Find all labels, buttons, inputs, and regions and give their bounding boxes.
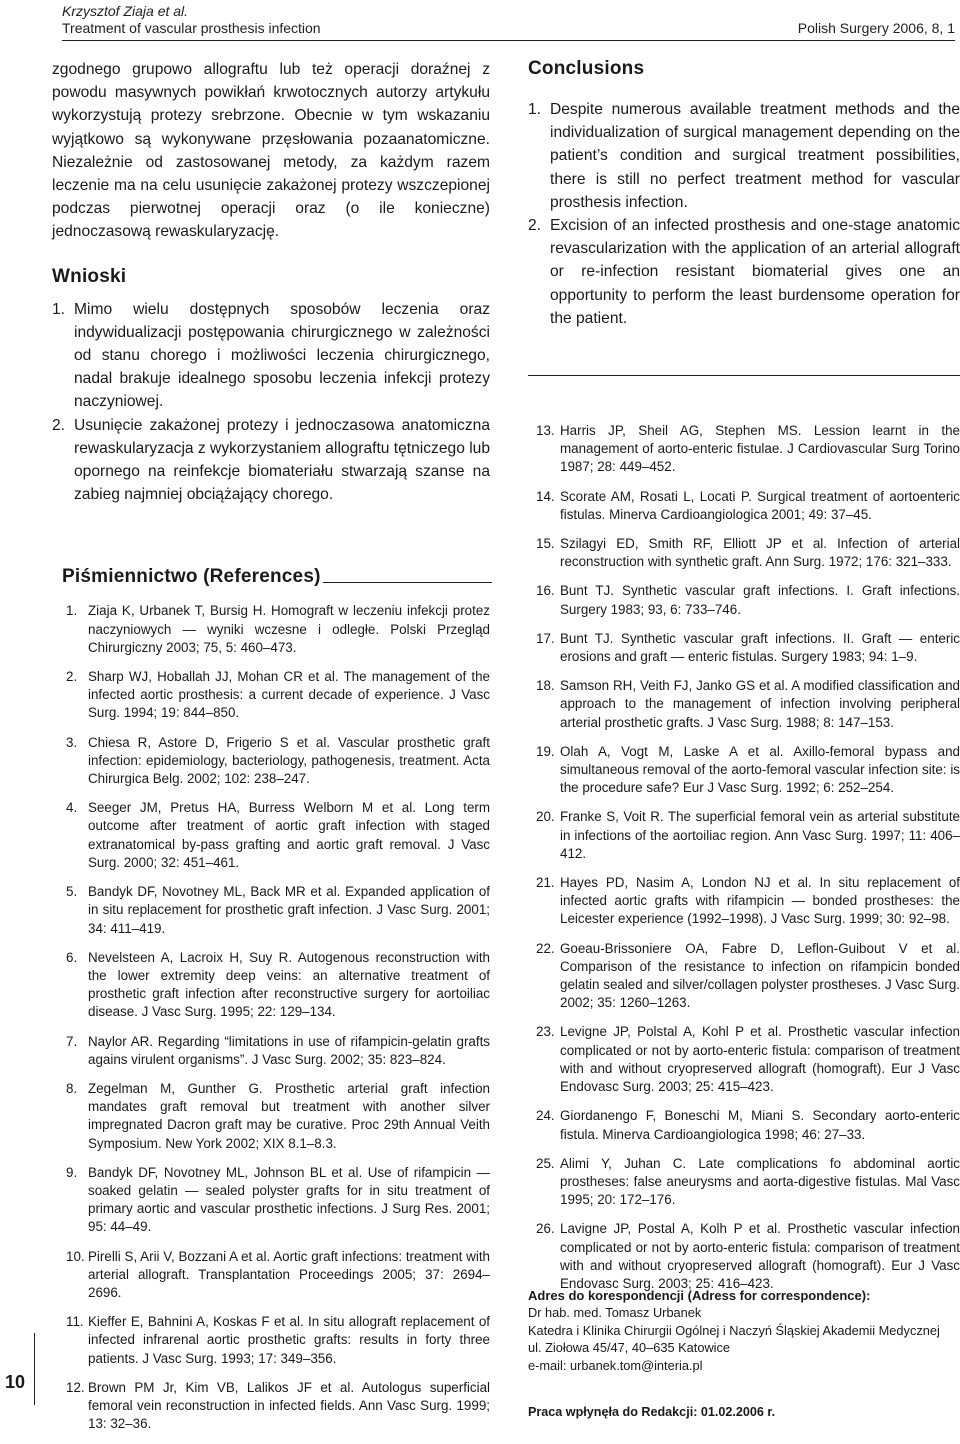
wnioski-item: 2. Usunięcie zakażonej protezy i jednoczasowa anatomiczna rewaskularyzacja z wykorzystaniem allograftu tętniczego lub opornego na reinfekcje biomateriału stwarzają szanse na zabieg najmniej obciążający chorego. — [52, 416, 491, 504]
reference-number: 11. — [66, 1314, 84, 1330]
reference-number: 7. — [66, 1033, 78, 1049]
references-list-right — [528, 422, 960, 1293]
reference-number: 24. — [536, 1108, 555, 1124]
conclusions-item: 1. Despite numerous available treatment methods and the individualization of surgical management depending on the patient’s condition and surgical treatment possibilities, there is still no perfect treatment method for vascular prosthesis infection. — [528, 101, 960, 211]
references-rule — [323, 582, 492, 583]
reference-text: Bunt TJ. Synthetic vascular graft infections. II. Graft — enteric erosions and graft — enteric fistulas. Surgery 1983; 94: 1–9. — [560, 630, 960, 665]
reference-text: Bandyk DF, Novotney ML, Johnson BL et al. Use of rifampicin — soaked gelatin — sealed polyster grafts for in situ treatment of primary aortic and vascular prosthetic infections. J Surg Res. 2001; 95: 44–49. — [88, 1164, 490, 1235]
right-references — [528, 422, 960, 1304]
reference-number: 6. — [66, 949, 78, 965]
reference-number: 4. — [66, 800, 78, 816]
reference-number: 15. — [536, 536, 555, 552]
reference-item — [528, 1155, 960, 1210]
reference-text: Ziaja K, Urbanek T, Bursig H. Homograft w leczeniu infekcji protez naczyniowych — wyniki wczesne i odległe. Polski Przegląd Chirurgiczny 2003; 75, 5: 460–473. — [88, 603, 490, 655]
conclusions-heading: Conclusions — [528, 58, 645, 79]
page-number: 10 — [4, 1372, 26, 1392]
references-heading-row — [62, 566, 492, 588]
header-rule — [62, 40, 955, 41]
header-title: Treatment of vascular prosthesis infection — [62, 20, 321, 36]
header-author: Krzysztof Ziaja et al. — [62, 3, 189, 19]
running-header-left — [62, 3, 321, 37]
reference-item — [52, 602, 490, 657]
reference-text: Levigne JP, Polstal A, Kohl P et al. Prosthetic vascular infection complicated or not by aorto-enteric fistula: comparison of treatment with and without cryopreserved allograft (homograft). Eur J Vasc Endovasc Surg. 2003; 25: 415–423. — [560, 1024, 960, 1095]
correspondence-email[interactable]: e-mail: urbanek.tom@interia.pl — [528, 1357, 703, 1373]
reference-item — [528, 1220, 960, 1293]
reference-item — [52, 1379, 490, 1434]
reference-text: Alimi Y, Juhan C. Late complications fo abdominal aortic prostheses: false aneurysms and aorta-digestive fistulas. Mal Vasc 1995; 20: 172–176. — [560, 1155, 960, 1208]
conclusions-rule — [528, 375, 960, 376]
reference-number: 5. — [66, 884, 78, 900]
reference-number: 3. — [66, 734, 78, 750]
body-paragraph: zgodnego grupowo allograftu lub też operacji doraźnej z powodu masywnych powikłań krwotocznych autorzy artykułu wykorzystują protezy srebrzone. Obecnie w tym wskazaniu wyjątkowo są wykonywane przęsłowania pozaanatomiczne. Niezależnie od zastosowanej metody, za każdym razem leczenie ma na celu usunięcie zakażonej protezy wszczepionej podczas pierwotnej operacji oraz (o ile konieczne) jednoczasową rewaskularyzację. — [52, 61, 490, 241]
page-number-rule — [34, 1333, 35, 1405]
reference-item — [528, 940, 960, 1013]
reference-item — [528, 743, 960, 798]
reference-text: Scorate AM, Rosati L, Locati P. Surgical treatment of aortoenteric fistulas. Minerva Cardioangiologica 2001; 49: 37–45. — [560, 488, 960, 522]
reference-number: 9. — [66, 1164, 78, 1180]
reference-number: 23. — [536, 1024, 555, 1040]
reference-item — [52, 1080, 490, 1153]
correspondence-name: Dr hab. med. Tomasz Urbanek — [528, 1305, 702, 1321]
reference-item — [528, 630, 960, 666]
reference-text: Hayes PD, Nasim A, London NJ et al. In situ replacement of infected aortic grafts with rifampicin — bonded prostheses: the Leicester experience (1992–1998). J Vasc Surg. 1999; 30: 92–98. — [560, 875, 960, 927]
reference-number: 21. — [536, 875, 555, 891]
reference-text: Brown PM Jr, Kim VB, Lalikos JF et al. Autologus superficial femoral vein reconstruction in infected fields. Ann Vasc Surg. 1999; 13: 32–36. — [88, 1379, 490, 1432]
reference-item — [52, 799, 490, 872]
wnioski-list — [52, 298, 490, 507]
reference-text: Chiesa R, Astore D, Frigerio S et al. Vascular prosthetic graft infection: epidemiology, bacteriology, pathogenesis, treatment. Acta Chirurgica Belg. 2002; 102: 238–247. — [88, 734, 490, 787]
reference-text: Olah A, Vogt M, Laske A et al. Axillo-femoral bypass and simultaneous removal of the aorto-femoral vascular infection site: is the procedure safe? Eur J Vasc Surg. 1992; 6: 252–254. — [560, 743, 960, 796]
reference-text: Pirelli S, Arii V, Bozzani A et al. Aortic graft infections: treatment with arterial allograft. Transplantation Proceedings 2005; 37: 2694–2696. — [88, 1248, 490, 1300]
reference-item — [528, 488, 960, 524]
reference-item — [52, 883, 490, 938]
reference-item — [528, 422, 960, 477]
reference-number: 26. — [536, 1221, 555, 1237]
reference-item — [52, 1164, 490, 1237]
reference-item — [52, 734, 490, 789]
references-list-left — [52, 602, 490, 1433]
reference-text: Nevelsteen A, Lacroix H, Suy R. Autogenous reconstruction with the lower extremity deep veins: an alternative treatment of prosthetic graft infection after reconstructive surgery for aortoiliac disease. J Vasc Surg. 1995; 22: 129–134. — [88, 949, 490, 1020]
correspondence-dept: Katedra i Klinika Chirurgii Ogólnej i Naczyń Śląskiej Akademii Medycznej — [528, 1322, 940, 1338]
reference-number: 16. — [536, 583, 555, 599]
right-column — [528, 58, 960, 330]
reference-text: Goeau-Brissoniere OA, Fabre D, Leflon-Guibout V et al. Comparison of the resistance to infection on rifampicin bonded gelatin sealed and silver/collagen polyster prostheses. J Vasc Surg. 2002; 35: 1260–1263. — [560, 940, 960, 1011]
reference-text: Samson RH, Veith FJ, Janko GS et al. A modified classification and approach to the management of infection involving peripheral arterial prosthetic grafts. J Vasc Surg. 1988; 8: 147–153. — [560, 678, 960, 730]
reference-number: 25. — [536, 1155, 555, 1171]
reference-item — [528, 677, 960, 732]
reference-item — [52, 1313, 490, 1368]
reference-text: Bandyk DF, Novotney ML, Back MR et al. Expanded application of in situ replacement for prosthetic graft infection. J Vasc Surg. 2001; 34: 411–419. — [88, 884, 490, 936]
conclusions-item: 2. Excision of an infected prosthesis and one-stage anatomic revascularization with the application of an arterial allograft or re-infection resistant biomaterial gives one an opportunity to perform the least burdensome operation for the patient. — [528, 217, 960, 327]
reference-number: 20. — [536, 809, 555, 825]
reference-number: 17. — [536, 630, 555, 646]
reference-number: 8. — [66, 1080, 78, 1096]
conclusions-list — [528, 98, 960, 330]
correspondence-block — [528, 1287, 960, 1374]
reference-item — [52, 1248, 490, 1303]
reference-text: Zegelman M, Gunther G. Prosthetic arterial graft infection mandates graft removal but treatment with another silver impregnated Dacron graft may be curative. Proc 29th Annual Veith Symposium. New York 2002; XIX 8.1–8.3. — [88, 1080, 490, 1151]
references-heading: Piśmiennictwo (References) — [62, 566, 321, 588]
reference-number: 10. — [66, 1248, 85, 1264]
wnioski-heading: Wnioski — [52, 265, 127, 287]
reference-text: Lavigne JP, Postal A, Kolh P et al. Prosthetic vascular infection complicated or not by aorto-enteric fistula: comparison of treatment with and without cryopreserved allograft (homograft). Eur J Vasc Endovasc Surg. 2003; 25: 416–423. — [560, 1221, 960, 1291]
reference-item — [528, 1107, 960, 1143]
reference-item — [528, 1023, 960, 1096]
reference-text: Bunt TJ. Synthetic vascular graft infections. I. Graft infections. Surgery 1983; 93, 6: 733–746. — [560, 583, 960, 617]
reference-number: 1. — [66, 603, 78, 619]
reference-text: Szilagyi ED, Smith RF, Elliott JP et al. Infection of arterial reconstruction with synthetic graft. Ann Surg. 1972; 176: 321–333. — [560, 536, 960, 570]
header-journal: Polish Surgery 2006, 8, 1 — [797, 20, 955, 36]
reference-item — [52, 949, 490, 1022]
reference-item — [528, 874, 960, 929]
reference-number: 22. — [536, 940, 555, 956]
reference-text: Kieffer E, Bahnini A, Koskas F et al. In situ allograft replacement of infected infrarenal aortic prosthetic grafts: results in forty three patients. J Vasc Surg. 1993; 17: 349–356. — [88, 1314, 490, 1366]
reference-text: Harris JP, Sheil AG, Stephen MS. Lession learnt in the management of aorto-enteric fistulae. J Cardiovascular Surg Torino 1987; 28: 449–452. — [560, 423, 960, 475]
correspondence-title: Adres do korespondencji (Adress for correspondence): — [528, 1288, 871, 1303]
reference-item — [528, 535, 960, 571]
left-column — [52, 58, 490, 1444]
received-date: Praca wpłynęła do Redakcji: 01.02.2006 r. — [528, 1405, 776, 1419]
reference-text: Giordanengo F, Boneschi M, Miani S. Secondary aorto-enteric fistula. Minerva Cardioangiologica 1998; 46: 27–33. — [560, 1108, 960, 1142]
reference-text: Sharp WJ, Hoballah JJ, Mohan CR et al. The management of the infected aortic prosthesis: a current decade of experience. J Vasc Surg. 1994; 19: 844–850. — [88, 669, 490, 721]
reference-item — [528, 808, 960, 863]
wnioski-item: 1. Mimo wielu dostępnych sposobów leczenia oraz indywidualizacji postępowania chirurgicznego w zależności od stanu chorego i możliwości leczenia chirurgicznego, nadal brakuje idealnego sposobu leczenia infekcji protezy naczyniowej. — [52, 300, 490, 411]
reference-item — [52, 668, 490, 723]
reference-number: 12. — [66, 1379, 85, 1395]
reference-number: 18. — [536, 678, 555, 694]
reference-number: 13. — [536, 423, 555, 438]
reference-item — [528, 582, 960, 618]
reference-text: Naylor AR. Regarding “limitations in use of rifampicin-gelatin grafts agains virulent organisms”. J Vasc Surg. 2002; 35: 823–824. — [88, 1033, 490, 1067]
reference-text: Franke S, Voit R. The superficial femoral vein as arterial substitute in infections of the aortoiliac region. Ann Vasc Surg. 1997; 11: 406–412. — [560, 809, 960, 861]
correspondence-address: ul. Ziołowa 45/47, 40–635 Katowice — [528, 1340, 731, 1356]
reference-number: 19. — [536, 743, 555, 759]
reference-text: Seeger JM, Pretus HA, Burress Welborn M et al. Long term outcome after treatment of aortic graft infection with staged extranatomical by-pass grafting and aortic graft removal. J Vasc Surg. 2000; 32: 451–461. — [88, 800, 490, 870]
reference-number: 14. — [536, 488, 555, 504]
reference-item — [52, 1033, 490, 1069]
reference-number: 2. — [66, 669, 78, 685]
